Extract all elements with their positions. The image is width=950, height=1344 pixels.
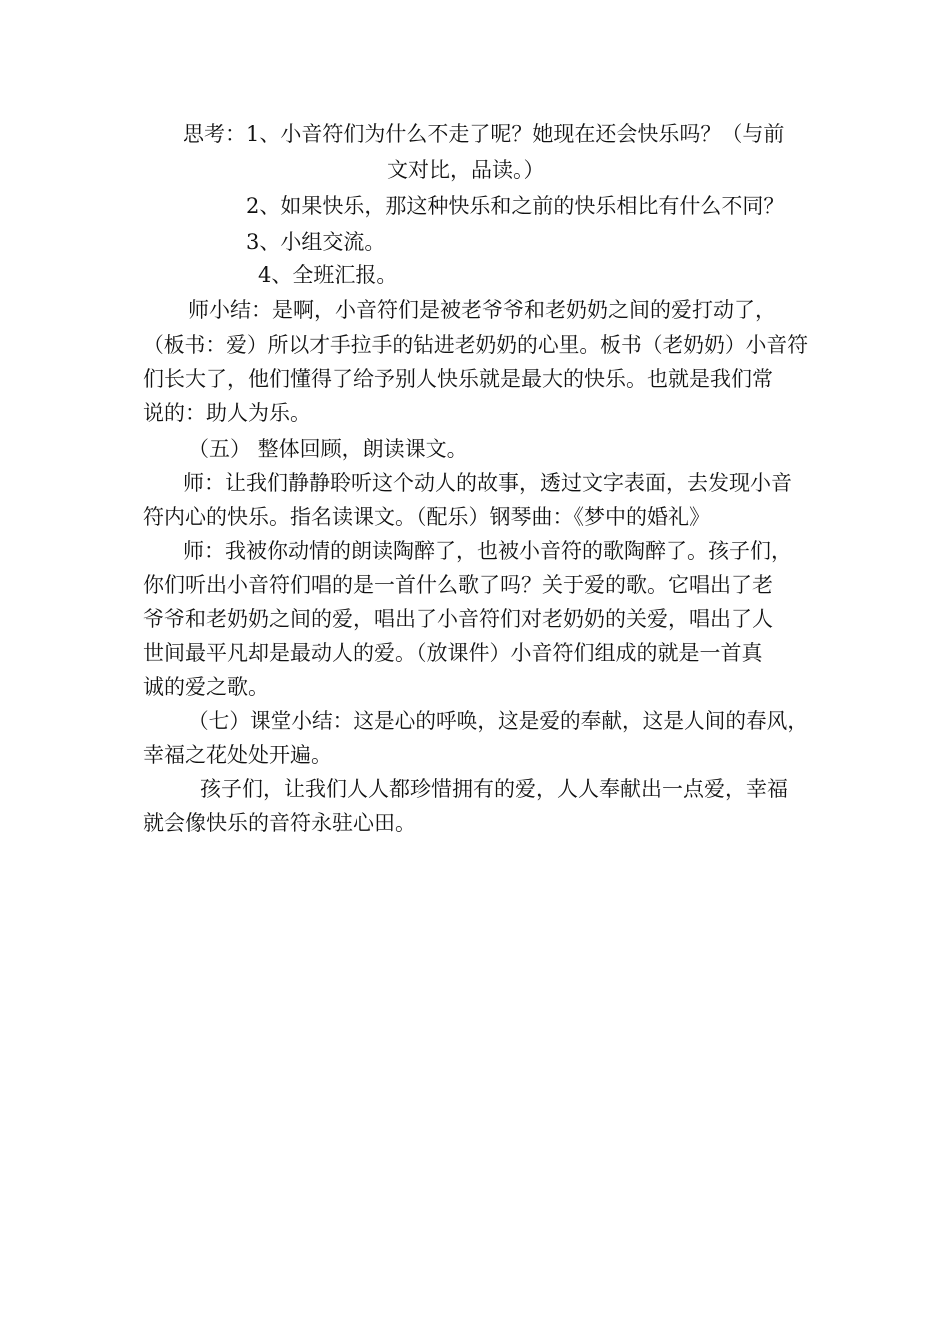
teacher-summary-line-3: 们长大了，他们懂得了给予别人快乐就是最大的快乐。也就是我们常 (143, 367, 773, 391)
teacher-reading-line-2: 符内心的快乐。指名读课文。（配乐）钢琴曲：《梦中的婚礼》 (143, 505, 710, 529)
teacher-song-line-1: 师：我被你动情的朗读陶醉了，也被小音符的歌陶醉了。孩子们， (183, 539, 792, 563)
section-five-heading: （五） 整体回顾，朗读课文。 (188, 437, 468, 461)
closing-line-1: 孩子们，让我们人人都珍惜拥有的爱，人人奉献出一点爱，幸福 (200, 777, 788, 801)
thinking-question-1: 思考：1、小音符们为什么不走了呢？她现在还会快乐吗？（与前 (183, 122, 785, 146)
thinking-question-1-cont: 文对比，品读。） (387, 158, 545, 182)
thinking-question-2: 2、如果快乐，那这种快乐和之前的快乐相比有什么不同？ (246, 194, 785, 218)
teacher-song-line-5: 诚的爱之歌。 (143, 675, 269, 699)
teacher-summary-line-4: 说的：助人为乐。 (143, 401, 311, 425)
teacher-summary-line-1: 师小结：是啊，小音符们是被老爷爷和老奶奶之间的爱打动了， (188, 298, 776, 322)
teacher-song-line-2: 你们听出小音符们唱的是一首什么歌了吗？关于爱的歌。它唱出了老 (143, 573, 773, 597)
class-summary-line-1: （七）课堂小结：这是心的呼唤，这是爱的奉献，这是人间的春风， (188, 709, 808, 733)
teacher-song-line-4: 世间最平凡却是最动人的爱。（放课件）小音符们组成的就是一首真 (143, 641, 763, 665)
thinking-question-3: 3、小组交流。 (246, 230, 386, 254)
closing-line-2: 就会像快乐的音符永驻心田。 (143, 811, 416, 835)
teacher-reading-line-1: 师：让我们静静聆听这个动人的故事，透过文字表面，去发现小音 (183, 471, 792, 495)
class-summary-line-2: 幸福之花处处开遍。 (143, 743, 332, 767)
teacher-song-line-3: 爷爷和老奶奶之间的爱，唱出了小音符们对老奶奶的关爱，唱出了人 (143, 607, 773, 631)
teacher-summary-line-2: （板书：爱）所以才手拉手的钻进老奶奶的心里。板书（老奶奶）小音符 (143, 333, 808, 357)
thinking-question-4: 4、全班汇报。 (258, 263, 398, 287)
